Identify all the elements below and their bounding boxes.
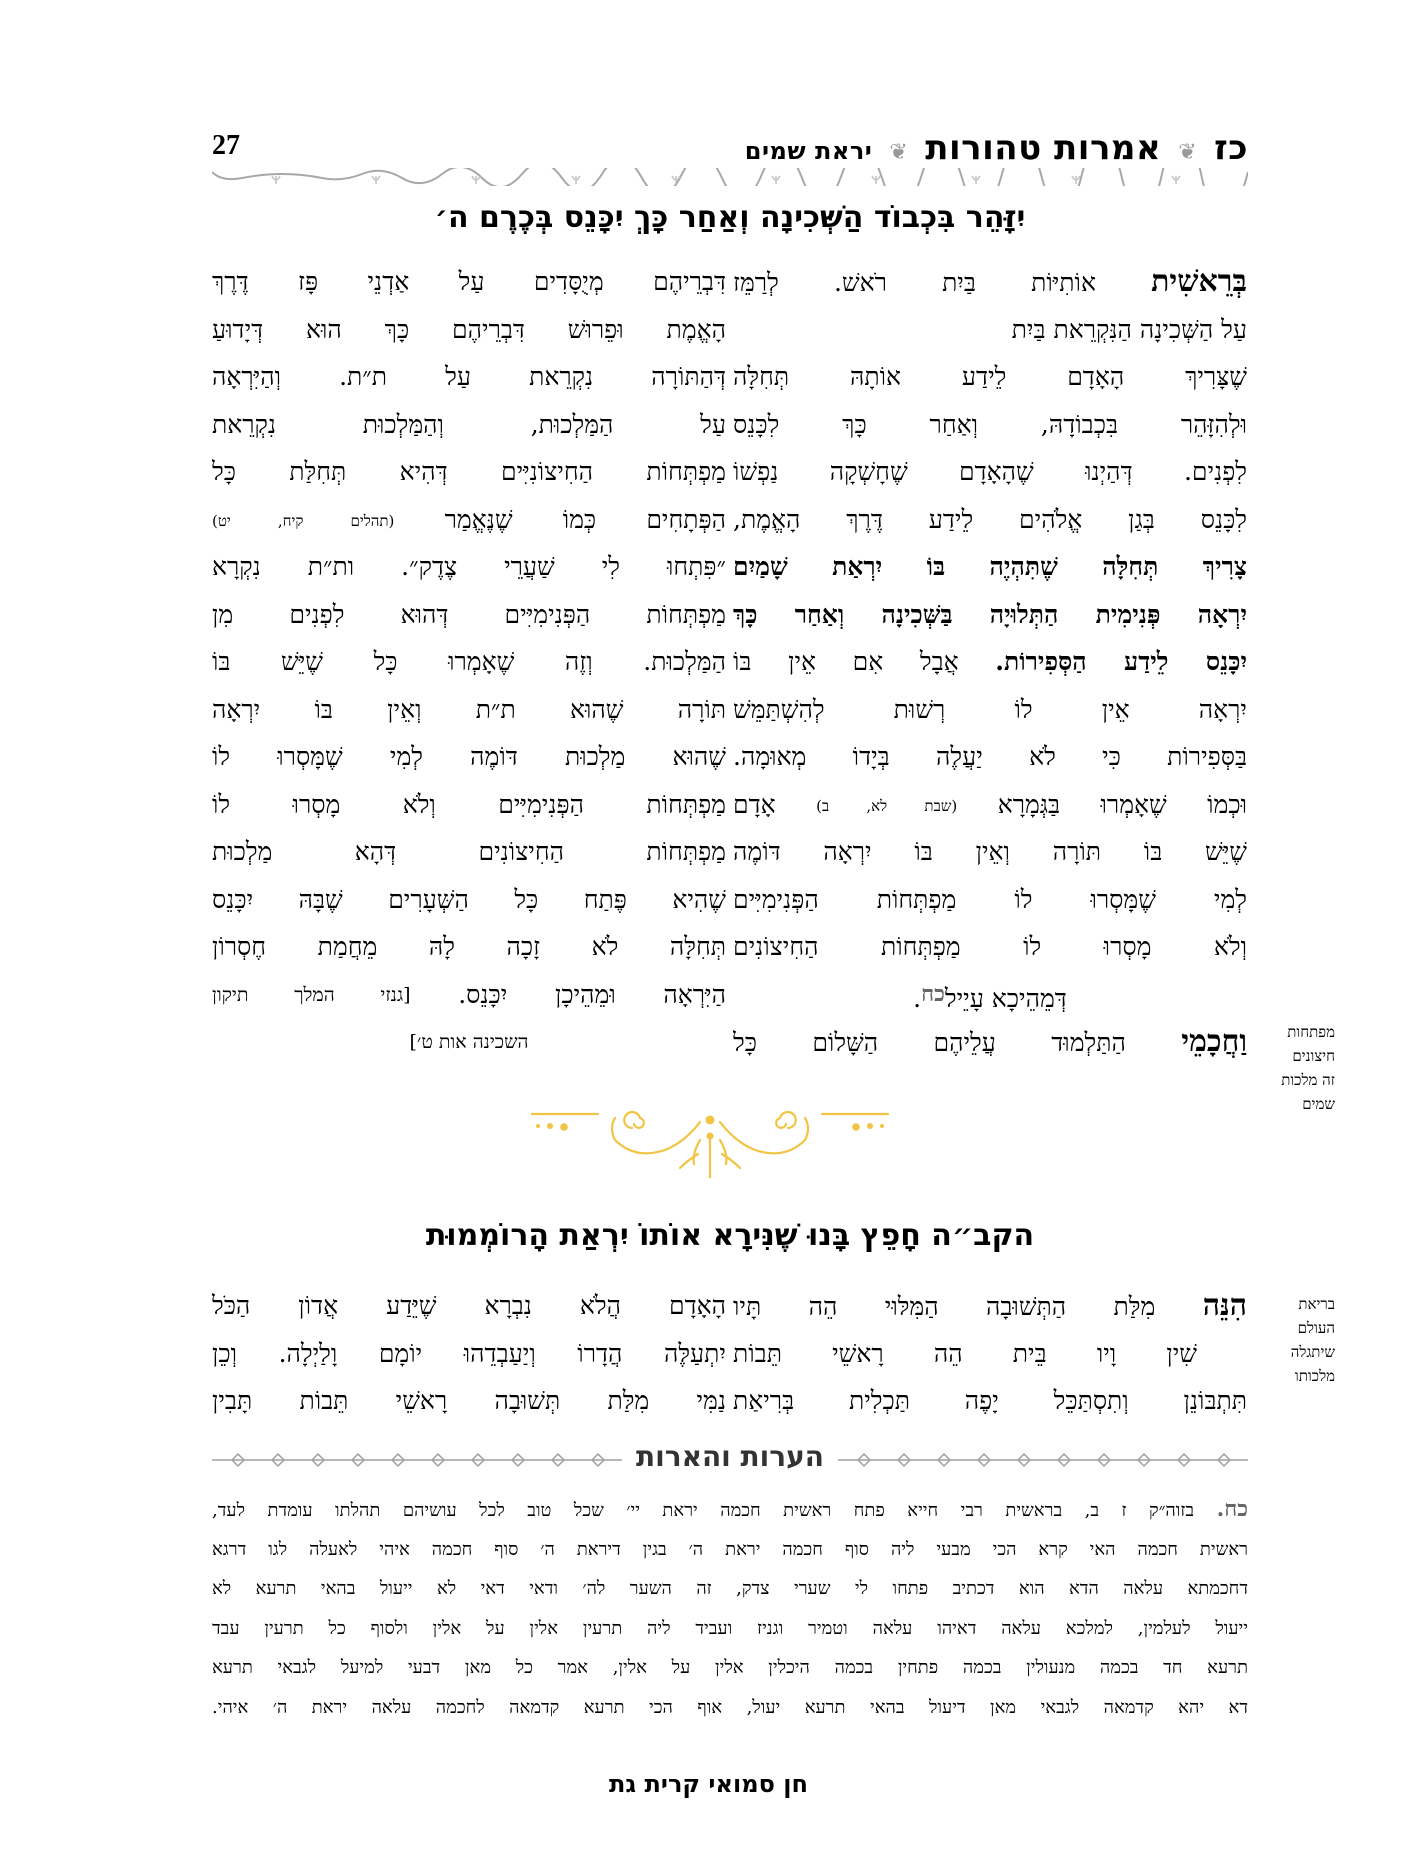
margin-note-line: מלכותו	[1294, 1367, 1335, 1385]
page-footer: חן סמואי קרית גת	[609, 1770, 808, 1798]
text-line: שֶׁצָּרִיךְ הָאָדָם לֵידַע אוֹתָהּ תְּחִלָּה	[733, 362, 1247, 391]
footnote-line: ייעול לעלמין, למלכא עלאה דאיהו עלאה וטמיר וגניז ועביד ליה תרעין אלין על אלין ולסוף כל תרעין עבד	[212, 1617, 1248, 1639]
section-name: יראת שמים	[744, 137, 873, 165]
footnotes	[212, 1490, 1248, 1727]
margin-note-line: זה מלכות	[1281, 1071, 1335, 1089]
citation: (שבת לא, ב)	[816, 796, 958, 815]
text-line: מַפְתְּחוֹת הַפְּנִימִיִּים וְלֹא מָסְרוּ לוֹ	[212, 789, 726, 819]
text-line: לִכָּנֵס בְּגַן אֱלֹהִים לֵידַע דֶּרֶךְ הָאֱמֶת,	[733, 504, 1247, 534]
margin-note-line: בריאת	[1298, 1295, 1335, 1313]
text-column-left	[212, 258, 726, 1066]
text-line: נַמִּי מִלַּת תְּשׁוּבָה רָאשֵׁי תֵּבוֹת תָּבִין	[212, 1386, 726, 1415]
text-line: הָאֱמֶת וּפֵרוּשׁ דִּבְרֵיהֶם כָּךְ הוּא דְּיָדוּעַ	[212, 314, 726, 344]
gold-flourish-divider-icon	[520, 1098, 900, 1178]
text-line: ״פִּתְחוּ לִי שַׁעֲרֵי צֶדֶק״. ות״ת נִקְרָא	[212, 552, 726, 581]
text-line: וְלֹא מָסְרוּ לוֹ מַפְתְּחוֹת הַחִיצוֹנִים	[733, 932, 1247, 961]
chapter-letters: כז	[1214, 128, 1248, 168]
text-line: וּלְהִזָּהֵר בִּכְבוֹדָהּ, וְאַחַר כָּךְ לִכָּנֵס	[733, 409, 1247, 439]
fleuron-icon: ❦	[1178, 140, 1198, 165]
margin-note	[1253, 1020, 1335, 1116]
footnote-label: כח.	[1216, 1496, 1248, 1522]
page-number: 27	[212, 130, 240, 161]
footnote-line: כח. בזוה״ק ז ב, בראשית רבי חייא פתח ראשית חכמה יראת יי׳ שכל טוב לכל עושיהם תהלתו עומדת לעד,	[212, 1496, 1248, 1522]
running-header	[212, 128, 1248, 168]
text-line: מַפְתְּחוֹת הַחִיצוֹנִיִּים דְּהִיא תְּחִלַּת כָּל	[212, 457, 726, 486]
text-line: הַיִּרְאָה וּמֵהֵיכָן יִכָּנֵס. [גנזי המלך תיקון	[212, 979, 726, 1009]
footnote-line: תרעא חד בכמה מנעולין בכמה פתחין בכמה היכלין אלין על אלין, אמר כל מאן דבעי למיעל לגבאי תרעא	[212, 1657, 1248, 1678]
text-line: מַפְתְּחוֹת הַפְּנִימִיִּים דְּהוּא לִפְנִים מִן	[212, 599, 726, 629]
text-line: וַחֲכָמֵי הַתַּלְמוּד עֲלֵיהֶם הַשָּׁלוֹם כָּל	[733, 1024, 1247, 1059]
text-line: בְּרֵאשִׁית אוֹתִיּוֹת בַּיִת רֹאשׁ. לְרַמֵּז	[733, 264, 1247, 299]
margin-note	[1253, 1292, 1335, 1388]
text-line	[212, 1018, 726, 1066]
text-line: מַפְתְּחוֹת הַחִיצוֹנִים דְּהָא מַלְכוּת	[212, 837, 726, 866]
text-line: שֶׁיֵּשׁ בּוֹ תּוֹרָה וְאֵין בּוֹ יִרְאָה דּוֹמֶה	[733, 837, 1247, 866]
footnote-line: דחכמתא עלאה הדא הוא דכתיב פתחו לי שערי צדק, זה השער לה׳ ודאי דאי לא ייעול בהאי תרעא לא	[212, 1578, 1248, 1599]
citation: [גנזי המלך תיקון	[212, 983, 411, 1006]
section-title: יִזָּהֵר בִּכְבוֹד הַשְּׁכִינָה וְאַחַר כָּךְ יִכָּנֵס בְּכֶרֶם ה׳	[434, 200, 1026, 235]
text-line: עַל הַמַּלְכוּת, וְהַמַּלְכוּת נִקְרֵאת	[212, 409, 726, 439]
text-line: בַּסְּפִירוֹת כִּי לֹא יַעֲלֶה בְּיָדוֹ מְאוּמָה.	[733, 742, 1247, 771]
text-line: יִרְאָה פְּנִימִית הַתְּלוּיָה בַּשְּׁכִינָה וְאַחַר כָּךְ	[733, 599, 1247, 629]
text-line: תּוֹרָה שֶׁהוּא ת״ת וְאֵין בּוֹ יִרְאָה	[212, 694, 726, 724]
citation: (תהלים קיח, יט)	[212, 511, 395, 530]
text-line: הָאָדָם הֲלֹא נִבְרָא שֶׁיֵּדַע אֲדוֹן הַכֹּל	[212, 1291, 726, 1320]
text-line: הַמַּלְכוּת. וְזֶה שֶׁאָמְרוּ כָּל שֶׁיֵּשׁ בּוֹ	[212, 647, 726, 676]
scroll-border-ornament-icon	[212, 168, 1248, 186]
text-line: שֶׁהוּא מַלְכוּת דּוֹמֶה לְמִי שֶׁמָּסְרוּ לוֹ	[212, 742, 726, 771]
header-title	[745, 128, 1248, 168]
text-line: הִנֵּה מִלַּת הַתְּשׁוּבָה הַמִּלּוּי הֵה תָּיו	[733, 1288, 1247, 1323]
text-line: לִפְנִים. דְּהַיְנוּ שֶׁהָאָדָם שֶׁחָשְׁקָה נַפְשׁוֹ	[733, 457, 1247, 486]
footnote-marker[interactable]: כח	[921, 980, 945, 1007]
text-line: הַפְּתָחִים כְּמוֹ שֶׁנֶּאֱמַר (תהלים קיח, יט)	[212, 504, 726, 534]
text-line: דְּהַתּוֹרָה נִקְרֵאת עַל ת״ת. וְהַיִּרְאָה	[212, 362, 726, 391]
notes-title: הערות והארות	[635, 1440, 825, 1473]
citation: השכינה אות ט׳]	[409, 1031, 529, 1053]
text-line: לְמִי שֶׁמָּסְרוּ לוֹ מַפְתְּחוֹת הַפְּנִימִיִּים	[733, 884, 1247, 914]
notes-header	[212, 1440, 1248, 1480]
text-line: שֶׁהִיא פֶּתַח כָּל הַשְּׁעָרִים שֶׁבָּהּ יִכָּנֵס	[212, 884, 726, 914]
text-line: דִּבְרֵיהֶם מְיֻסָּדִים עַל אַדְנֵי פָּז דֶּרֶךְ	[212, 267, 726, 296]
text-column-left	[212, 1282, 726, 1425]
text-line: דְּמֵהֵיכָא עָיֵילכח.	[913, 980, 1067, 1013]
text-line: שִׁין וָיו בֵּית הֵה רָאשֵׁי תֵּבוֹת	[733, 1338, 1197, 1368]
text-column-right	[733, 258, 1247, 1066]
book-title: אמרות טהורות	[925, 128, 1162, 168]
fleuron-chain-icon	[212, 1450, 622, 1470]
fleuron-icon: ❦	[889, 140, 909, 165]
text-line: יִרְאָה אֵין לוֹ רְשׁוּת לְהִשְׁתַּמֵּשׁ	[733, 694, 1247, 724]
text-line: תְּחִלָּה לֹא זָכָה לָהּ מֵחֲמַת חֶסְרוֹן	[212, 932, 726, 961]
margin-note-line: שיתגלה	[1290, 1343, 1335, 1361]
section-title: הקב״ה חָפֵץ בָּנוּ שֶׁנִּירָא אוֹתוֹ יִרְאַת הָרוֹמְמוּת	[425, 1218, 1035, 1253]
footnote-line: דא יהא קדמאה לגבאי מאן דיעול בהאי תרעא יעול, אוף הכי תרעא קדמאה לחכמה עלאה יראת ה׳ איהי.	[212, 1696, 1248, 1718]
footnote-line: ראשית חכמה האי קרא הכי מבעי ליה סוף חכמה יראת ה׳ בגין דיראת ה׳ סוף חכמה איהי לאעלה לגו דרגא	[212, 1538, 1248, 1560]
text-line: צָרִיךְ תְּחִלָּה שֶׁתִּהְיֶה בּוֹ יִרְאַת שָׁמַיִם	[733, 552, 1247, 581]
margin-note-line: חיצונים	[1292, 1047, 1335, 1065]
margin-note-line: העולם	[1297, 1319, 1335, 1337]
text-line: יִתְעַלֶּה הֲדָרוֹ וְיַעַבְדֵהוּ יוֹמָם וָלַיְלָה. וְכֵן	[212, 1338, 726, 1368]
text-line: וּכְמוֹ שֶׁאָמְרוּ בַּגְּמָרָא (שבת לא, ב) אָדָם	[733, 789, 1247, 819]
margin-note-line: מפתחות	[1287, 1023, 1335, 1041]
text-column-right	[733, 1282, 1247, 1425]
fleuron-chain-icon	[838, 1450, 1248, 1470]
text-line: עַל הַשְּׁכִינָה הַנִּקְרֵאת בַּיִת	[1011, 314, 1247, 344]
margin-note-line: שמים	[1302, 1095, 1335, 1113]
text-line: יִכָּנֵס לֵידַע הַסְּפִירוֹת. אֲבָל אִם אֵין בּוֹ	[733, 647, 1247, 676]
text-line: תִּתְבּוֹנֵן וְתִסְתַּכֵּל יָפֶה תַּכְלִית בְּרִיאַת	[733, 1386, 1247, 1415]
